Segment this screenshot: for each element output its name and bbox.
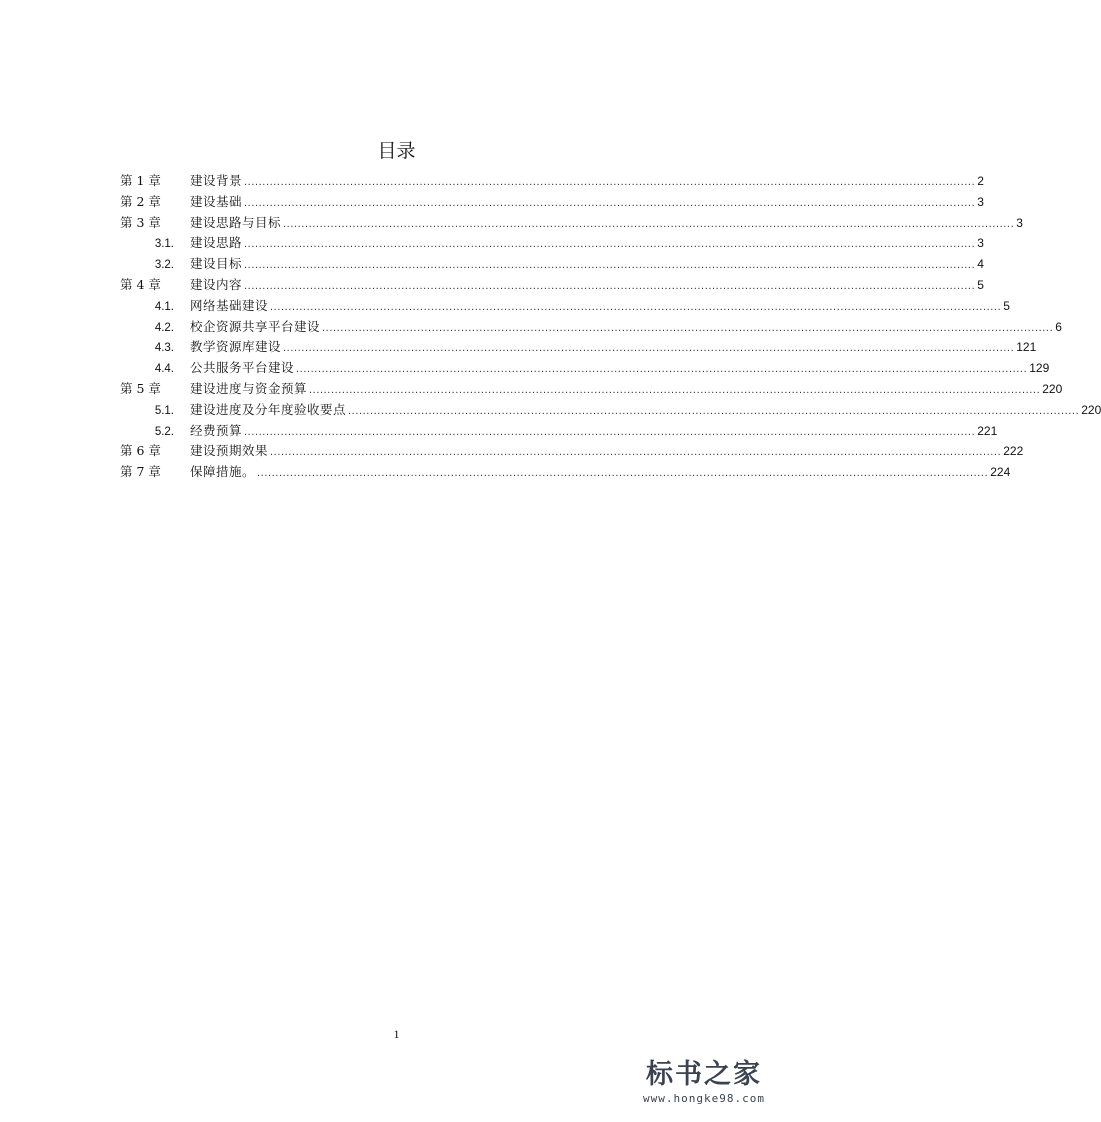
toc-entry-number: 4.2. — [154, 321, 174, 334]
toc-entry-label: 建设目标 — [190, 256, 243, 272]
dot-leader: ........................................................................................................................................................................................................ — [244, 425, 976, 438]
toc-title: 目录 — [377, 140, 416, 162]
toc-entry-label: 建设预期效果 — [190, 443, 269, 459]
toc-subentry[interactable] — [120, 337, 1037, 358]
toc-entry-label: 建设内容 — [190, 276, 243, 292]
toc-entry[interactable] — [120, 275, 984, 296]
toc-entry-number: 4.3. — [154, 342, 174, 355]
toc-entry-label: 建设基础 — [190, 193, 243, 209]
toc-subentry[interactable] — [120, 421, 998, 442]
watermark-title: 标书之家 — [646, 1059, 762, 1090]
toc-entry-label: 建设进度与资金预算 — [190, 380, 308, 396]
toc-subentry[interactable] — [120, 233, 984, 254]
toc-entry-number: 第 3 章 — [120, 214, 161, 230]
dot-leader: ........................................................................................................................................................................................................ — [244, 176, 976, 188]
toc-entry-page: 2 — [977, 174, 984, 188]
dot-leader: ........................................................................................................................................................................................................ — [270, 446, 1002, 459]
dot-leader: ........................................................................................................................................................................................................ — [257, 467, 989, 480]
toc-entry-number: 5.2. — [154, 425, 174, 438]
toc-entry-number: 第 7 章 — [120, 464, 161, 480]
dot-leader: ........................................................................................................................................................................................................ — [244, 238, 976, 251]
toc-entry[interactable] — [120, 379, 1063, 400]
toc-entry-page: 220 — [1042, 381, 1063, 396]
toc-entry-page: 5 — [1003, 298, 1010, 313]
dot-leader: ........................................................................................................................................................................................................ — [309, 383, 1041, 396]
toc-entry-page: 220 — [1081, 402, 1101, 417]
toc-entry-number: 第 1 章 — [120, 173, 161, 188]
toc-entry-label: 网络基础建设 — [190, 297, 269, 313]
toc-subentry[interactable] — [120, 254, 984, 275]
toc-entry-number: 4.4. — [154, 363, 174, 376]
toc-entry-label: 校企资源共享平台建设 — [190, 318, 321, 334]
dot-leader: ........................................................................................................................................................................................................ — [244, 279, 976, 292]
toc-entry[interactable] — [120, 213, 1023, 234]
page-number: 1 — [393, 1027, 400, 1041]
toc-entry-page: 121 — [1016, 340, 1037, 355]
dot-leader: ........................................................................................................................................................................................................ — [283, 342, 1015, 355]
toc-subentry[interactable] — [120, 358, 1050, 379]
toc-entry[interactable] — [120, 192, 984, 213]
dot-leader: ........................................................................................................................................................................................................ — [270, 300, 1002, 313]
dot-leader: ........................................................................................................................................................................................................ — [322, 321, 1054, 334]
toc-entry-number: 第 4 章 — [120, 276, 161, 292]
toc-entry-page: 5 — [977, 277, 984, 292]
toc-entry-page: 3 — [977, 194, 984, 209]
toc-subentry[interactable] — [120, 296, 1010, 317]
toc-entry-page: 4 — [977, 257, 984, 272]
dot-leader: ........................................................................................................................................................................................................ — [296, 363, 1028, 376]
toc-entry-page: 3 — [1016, 215, 1023, 230]
toc-entry-page: 224 — [990, 465, 1011, 480]
toc-entry[interactable] — [120, 441, 1024, 462]
watermark-logo — [629, 1058, 779, 1106]
toc-entry-number: 第 2 章 — [120, 193, 161, 209]
toc-subentry[interactable] — [120, 317, 1062, 338]
dot-leader: ........................................................................................................................................................................................................ — [244, 196, 976, 209]
toc-entry-number: 3.2. — [154, 259, 174, 272]
toc-entry-page: 3 — [977, 236, 984, 251]
dot-leader: ........................................................................................................................................................................................................ — [348, 404, 1080, 417]
toc-subentry[interactable] — [120, 400, 1101, 421]
toc-entry-label: 经费预算 — [190, 422, 243, 438]
toc-entry-label: 建设进度及分年度验收要点 — [190, 401, 347, 417]
toc-entry-label: 建设背景 — [190, 173, 243, 188]
dot-leader: ........................................................................................................................................................................................................ — [283, 217, 1015, 230]
toc-entry-page: 129 — [1029, 361, 1050, 376]
toc-entry-page: 222 — [1003, 444, 1024, 459]
toc-entry-label: 保障措施。 — [190, 464, 256, 480]
toc-entry[interactable] — [120, 462, 1011, 483]
dot-leader: ........................................................................................................................................................................................................ — [244, 259, 976, 272]
toc-entry-number: 3.1. — [154, 238, 174, 251]
toc-entry-label: 教学资源库建设 — [190, 339, 282, 355]
toc-entry-label: 公共服务平台建设 — [190, 360, 295, 376]
toc-entry-number: 第 5 章 — [120, 380, 161, 396]
watermark-url: www.hongke98.com — [643, 1092, 765, 1105]
toc-entry-page: 221 — [977, 423, 998, 438]
table-of-contents — [120, 171, 1101, 483]
toc-entry-number: 第 6 章 — [120, 443, 161, 459]
toc-entry-page: 6 — [1055, 319, 1062, 334]
toc-entry-label: 建设思路 — [190, 235, 243, 251]
toc-entry-number: 4.1. — [154, 300, 174, 313]
toc-entry[interactable] — [120, 171, 984, 192]
toc-entry-label: 建设思路与目标 — [190, 214, 282, 230]
toc-entry-number: 5.1. — [154, 404, 174, 417]
